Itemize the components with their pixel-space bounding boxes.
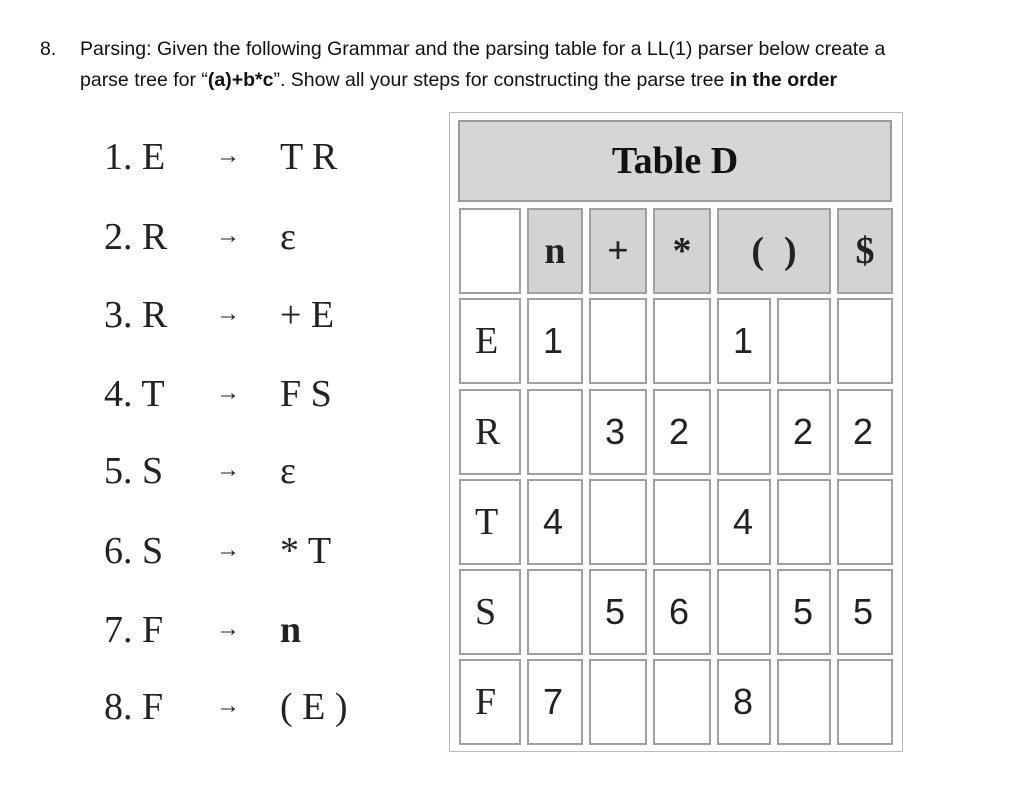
table-cell (777, 479, 831, 565)
table-cell (527, 569, 583, 655)
arrow-icon: → (216, 380, 240, 406)
question-emphasis: in the order (729, 69, 838, 91)
question-line2-prefix: parse tree for “ (80, 69, 208, 91)
grammar-rule (104, 135, 404, 185)
table-cell: 2 (653, 389, 711, 475)
row-header: F (459, 659, 521, 745)
rule-lhs: 6. S (104, 530, 164, 572)
rule-rhs: T R (280, 136, 338, 178)
table-cell (589, 659, 647, 745)
question-line1: Parsing: Given the following Grammar and the parsing table for a LL(1) parser below create a (80, 38, 886, 60)
grammar-rule (104, 372, 404, 422)
row-header: R (459, 389, 521, 475)
rule-lhs: 2. R (104, 216, 168, 258)
table-cell: 8 (717, 659, 771, 745)
rule-rhs: n (280, 609, 302, 651)
table-cell (653, 659, 711, 745)
table-cell (837, 298, 893, 384)
grammar-rule (104, 293, 404, 343)
rule-lhs: 4. T (104, 373, 165, 415)
rule-rhs: ε (280, 450, 296, 492)
rule-rhs: F S (280, 373, 332, 415)
table-cell: 1 (717, 298, 771, 384)
rule-lhs: 1. E (104, 136, 166, 178)
rule-lhs: 5. S (104, 450, 164, 492)
rule-lhs: 8. F (104, 686, 164, 728)
table-cell: 5 (777, 569, 831, 655)
table-cell (777, 659, 831, 745)
rule-rhs: ε (280, 216, 296, 258)
rule-lhs: 7. F (104, 609, 164, 651)
column-header-n: n (527, 208, 583, 294)
table-cell: 5 (837, 569, 893, 655)
table-cell (653, 298, 711, 384)
arrow-icon: → (216, 301, 240, 327)
question-number: 8. (40, 38, 57, 60)
table-cell (717, 389, 771, 475)
grammar-rule (104, 685, 404, 735)
arrow-icon: → (216, 143, 240, 169)
table-cell: 7 (527, 659, 583, 745)
table-cell: 1 (527, 298, 583, 384)
arrow-icon: → (216, 457, 240, 483)
table-cell (589, 298, 647, 384)
table-cell: 2 (837, 389, 893, 475)
input-string: (a)+b*c (207, 69, 274, 91)
table-corner-cell (459, 208, 521, 294)
arrow-icon: → (216, 616, 240, 642)
column-header-plus: + (589, 208, 647, 294)
table-title: Table D (458, 120, 892, 202)
table-cell (837, 659, 893, 745)
grammar-rule (104, 608, 404, 658)
arrow-icon: → (216, 537, 240, 563)
table-cell (717, 569, 771, 655)
question-text (40, 34, 1000, 96)
grammar-rule (104, 215, 404, 265)
table-cell: 4 (717, 479, 771, 565)
column-header-dollar: $ (837, 208, 893, 294)
rule-rhs: + E (280, 294, 335, 336)
arrow-icon: → (216, 693, 240, 719)
column-header-lparen: ( (751, 230, 764, 272)
table-cell: 4 (527, 479, 583, 565)
table-cell: 2 (777, 389, 831, 475)
table-cell (527, 389, 583, 475)
table-cell: 3 (589, 389, 647, 475)
table-cell: 6 (653, 569, 711, 655)
row-header: T (459, 479, 521, 565)
rule-lhs: 3. R (104, 294, 168, 336)
table-cell: 5 (589, 569, 647, 655)
column-header-star: * (653, 208, 711, 294)
table-cell (777, 298, 831, 384)
column-header-rparen: ) (784, 230, 797, 272)
column-header-parens (717, 208, 831, 294)
row-header: S (459, 569, 521, 655)
grammar-rule (104, 449, 404, 499)
rule-rhs: * T (280, 530, 332, 572)
table-cell (653, 479, 711, 565)
arrow-icon: → (216, 223, 240, 249)
row-header: E (459, 298, 521, 384)
grammar-rule (104, 529, 404, 579)
question-line2-middle: ”. Show all your steps for constructing the parse tree (273, 69, 730, 91)
rule-rhs: ( E ) (280, 686, 348, 728)
table-cell (837, 479, 893, 565)
table-cell (589, 479, 647, 565)
question-body (80, 34, 1000, 96)
